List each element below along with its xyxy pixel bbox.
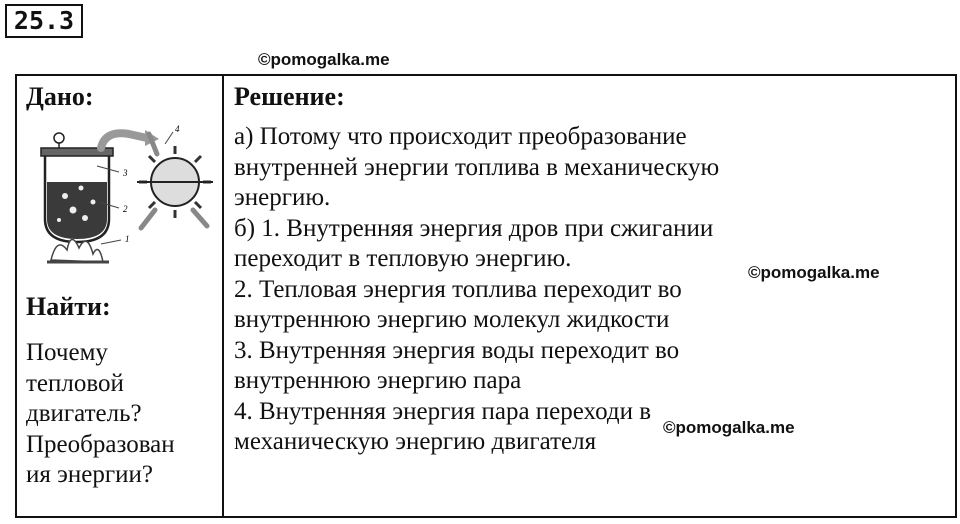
watermark: ©pomogalka.me (663, 418, 795, 437)
solution-line: энергию. (234, 184, 331, 211)
svg-text:1: 1 (125, 234, 130, 244)
solution-line: внутреннюю энергию молекул жидкости (234, 306, 670, 333)
svg-text:4: 4 (175, 124, 180, 134)
solution-line: 3. Внутренняя энергия воды переходит во (234, 336, 680, 364)
solution-line: а) Потому что происходит преобразование (234, 123, 687, 150)
solution-line: внутреннюю энергию пара (234, 367, 522, 394)
solution-line: внутренней энергии топлива в механическую (234, 153, 720, 181)
svg-text:3: 3 (123, 168, 128, 178)
solution-heading: Решение: (234, 82, 345, 111)
find-line: двигатель? (26, 400, 142, 427)
svg-text:2: 2 (123, 204, 128, 214)
find-line: Почему (26, 339, 108, 366)
solution-column (224, 76, 955, 516)
find-heading: Найти: (26, 292, 111, 321)
steam-boiler-and-turbine-diagram-icon (37, 124, 217, 274)
find-line: Преобразован (26, 430, 175, 458)
problem-number: 25.3 (5, 4, 83, 38)
watermark: ©pomogalka.me (748, 263, 880, 282)
solution-text (234, 122, 719, 458)
solution-table (15, 74, 957, 518)
watermark: ©pomogalka.me (258, 50, 390, 69)
solution-line: б) 1. Внутренняя энергия дров при сжигании (234, 214, 714, 242)
solution-line: механическую энергию двигателя (234, 428, 597, 455)
find-line: тепловой (26, 369, 124, 397)
find-question (26, 338, 175, 491)
given-heading: Дано: (26, 82, 94, 111)
find-line: ия энергии? (26, 461, 153, 488)
solution-line: переходит в тепловую энергию. (234, 245, 572, 272)
solution-line: 4. Внутренняя энергия пара переходи в (234, 397, 652, 425)
given-column (17, 76, 222, 516)
solution-line: 2. Тепловая энергия топлива переходит во (234, 275, 682, 303)
